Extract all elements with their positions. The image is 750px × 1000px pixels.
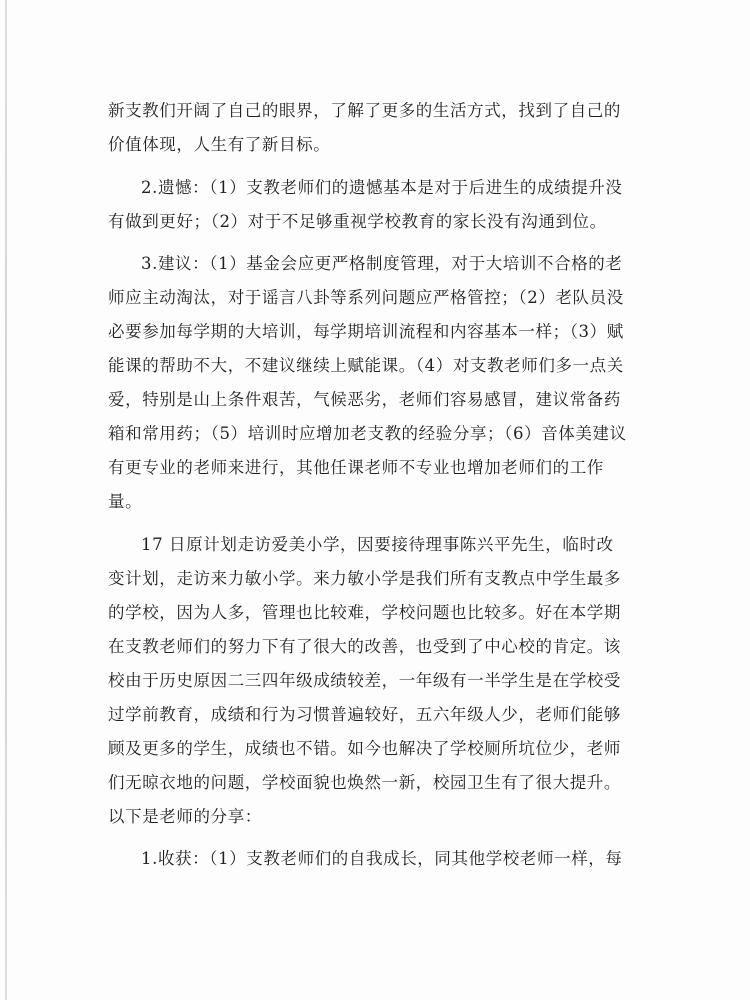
text-line: 变计划，走访来力敏小学。来力敏小学是我们所有支教点中学生最多: [108, 568, 621, 588]
text-line: 能课的帮助不大，不建议继续上赋能课。（4）对支教老师们多一点关: [108, 356, 624, 376]
text-line: 价值体现，人生有了新目标。: [108, 135, 331, 154]
text-line: 量。: [108, 492, 143, 512]
text-line: 17 日原计划走访爱美小学，因要接待理事陈兴平先生，临时改: [141, 534, 614, 554]
paragraph-school-visit: [108, 528, 632, 834]
text-line: 以下是老师的分享：: [108, 806, 262, 826]
paragraph-regrets: [108, 171, 632, 239]
text-line: 过学前教育，成绩和行为习惯普遍较好，五六年级人少，老师们能够: [108, 704, 621, 724]
text-line: 顾及更多的学生，成绩也不错。如今也解决了学校厕所坑位少，老师: [108, 738, 621, 758]
text-line: 在支教老师们的努力下有了很大的改善，也受到了中心校的肯定。该: [108, 636, 621, 656]
paragraph-continuation: [108, 94, 632, 162]
text-line: 2.遗憾：（1）支教老师们的遗憾基本是对于后进生的成绩提升没: [141, 177, 623, 197]
text-line: 有更专业的老师来进行，其他任课老师不专业也增加老师们的工作: [108, 458, 604, 478]
text-line: 新支教们开阔了自己的眼界，了解了更多的生活方式，找到了自己的: [108, 101, 621, 120]
text-line: 必要参加每学期的大培训，每学期培训流程和内容基本一样；（3）赋: [108, 322, 624, 342]
paragraph-suggestions: [108, 247, 632, 519]
text-line: 有做到更好；（2）对于不足够重视学校教育的家长没有沟通到位。: [108, 211, 607, 231]
text-line: 箱和常用药；（5）培训时应增加老支教的经验分享；（6）音体美建议: [108, 424, 627, 444]
scan-edge: [5, 0, 7, 1000]
text-line: 的学校，因为人多，管理也比较难，学校问题也比较多。好在本学期: [108, 602, 621, 622]
text-line: 1.收获：（1）支教老师们的自我成长，同其他学校老师一样，每: [141, 849, 623, 869]
paragraph-gains: [108, 842, 632, 876]
text-line: 3.建议：（1）基金会应更严格制度管理，对于大培训不合格的老: [141, 254, 623, 274]
text-line: 校由于历史原因二三四年级成绩较差，一年级有一半学生是在学校受: [108, 670, 621, 690]
text-line: 们无晾衣地的问题，学校面貌也焕然一新，校园卫生有了很大提升。: [108, 772, 621, 792]
text-line: 师应主动淘汰，对于谣言八卦等系列问题应严格管控；（2）老队员没: [108, 288, 624, 308]
document-body: [108, 94, 632, 876]
text-line: 爱，特别是山上条件艰苦，气候恶劣，老师们容易感冒，建议常备药: [108, 390, 621, 410]
